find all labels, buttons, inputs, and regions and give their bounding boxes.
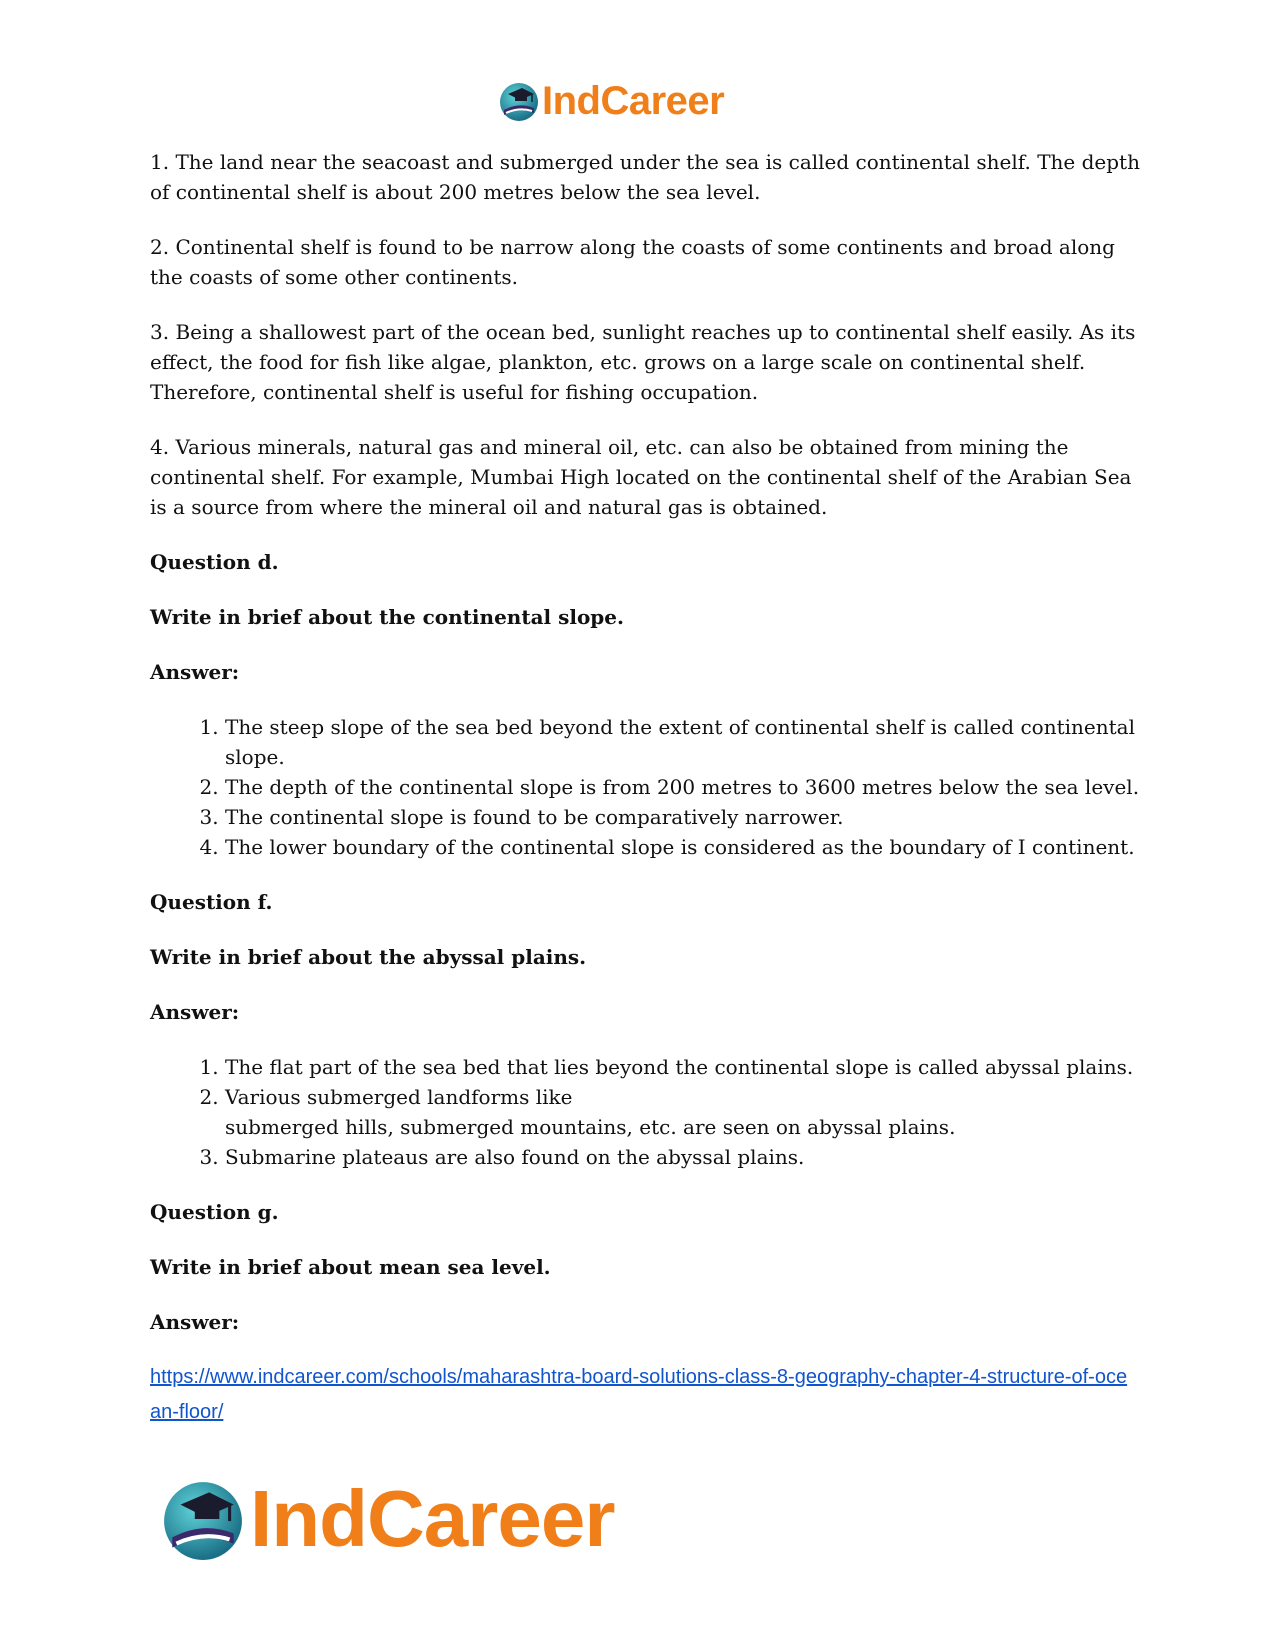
list-item-continuation: submerged hills, submerged mountains, etc. are seen on abyssal plains.	[225, 1115, 956, 1139]
paragraph-2: 2. Continental shelf is found to be narrow along the coasts of some continents and broad along the coasts of some other continents.	[150, 235, 1115, 289]
footer-logo	[160, 1472, 614, 1566]
question-f-prompt: Write in brief about the abyssal plains.	[150, 945, 587, 969]
list-item: 1. The flat part of the sea bed that lies beyond the continental slope is called abyssal plains.	[225, 1052, 1140, 1082]
question-g-answer-label: Answer:	[150, 1310, 240, 1334]
list-item: 3. The continental slope is found to be comparatively narrower.	[225, 802, 1140, 832]
header-logo	[498, 78, 724, 124]
source-url-link[interactable]: https://www.indcareer.com/schools/maharashtra-board-solutions-class-8-geography-chapter-4-structure-of-ocean-floor/	[150, 1366, 1128, 1423]
list-item: 4. The lower boundary of the continental slope is considered as the boundary of I continent.	[225, 832, 1140, 862]
header-logo-text: IndCareer	[542, 79, 725, 123]
question-f-answer-label: Answer:	[150, 1000, 240, 1024]
list-item: 3. Submarine plateaus are also found on the abyssal plains.	[225, 1142, 1140, 1172]
footer-logo-text: IndCareer	[250, 1474, 615, 1563]
question-g-prompt: Write in brief about mean sea level.	[150, 1255, 551, 1279]
question-g-label: Question g.	[150, 1200, 279, 1224]
paragraph-1: 1. The land near the seacoast and submerged under the sea is called continental shelf. The depth of continental shelf is about 200 metres below the sea level.	[150, 150, 1140, 204]
list-item	[225, 1082, 1140, 1142]
question-d-answer-label: Answer:	[150, 660, 240, 684]
paragraph-3: 3. Being a shallowest part of the ocean bed, sunlight reaches up to continental shelf easily. As its effect, the food for fish like algae, plankton, etc. grows on a large scale on continental shelf. Therefore, continental shelf is useful for fishing occupation.	[150, 320, 1136, 404]
document-content	[150, 147, 1140, 1430]
list-item-text: Various submerged landforms like	[225, 1085, 573, 1109]
question-d-answer-list	[150, 712, 1140, 862]
question-f-label: Question f.	[150, 890, 273, 914]
graduation-cap-globe-icon	[160, 1476, 246, 1562]
question-d-prompt: Write in brief about the continental slope.	[150, 605, 624, 629]
question-f-answer-list	[150, 1052, 1140, 1172]
list-item: 1. The steep slope of the sea bed beyond the extent of continental shelf is called continental slope.	[225, 712, 1140, 772]
question-d-label: Question d.	[150, 550, 279, 574]
graduation-cap-globe-icon	[498, 80, 540, 122]
list-item: 2. The depth of the continental slope is from 200 metres to 3600 metres below the sea level.	[225, 772, 1140, 802]
paragraph-4: 4. Various minerals, natural gas and mineral oil, etc. can also be obtained from mining the continental shelf. For example, Mumbai High located on the continental shelf of the Arabian Sea is a source from where the mineral oil and natural gas is obtained.	[150, 435, 1132, 519]
